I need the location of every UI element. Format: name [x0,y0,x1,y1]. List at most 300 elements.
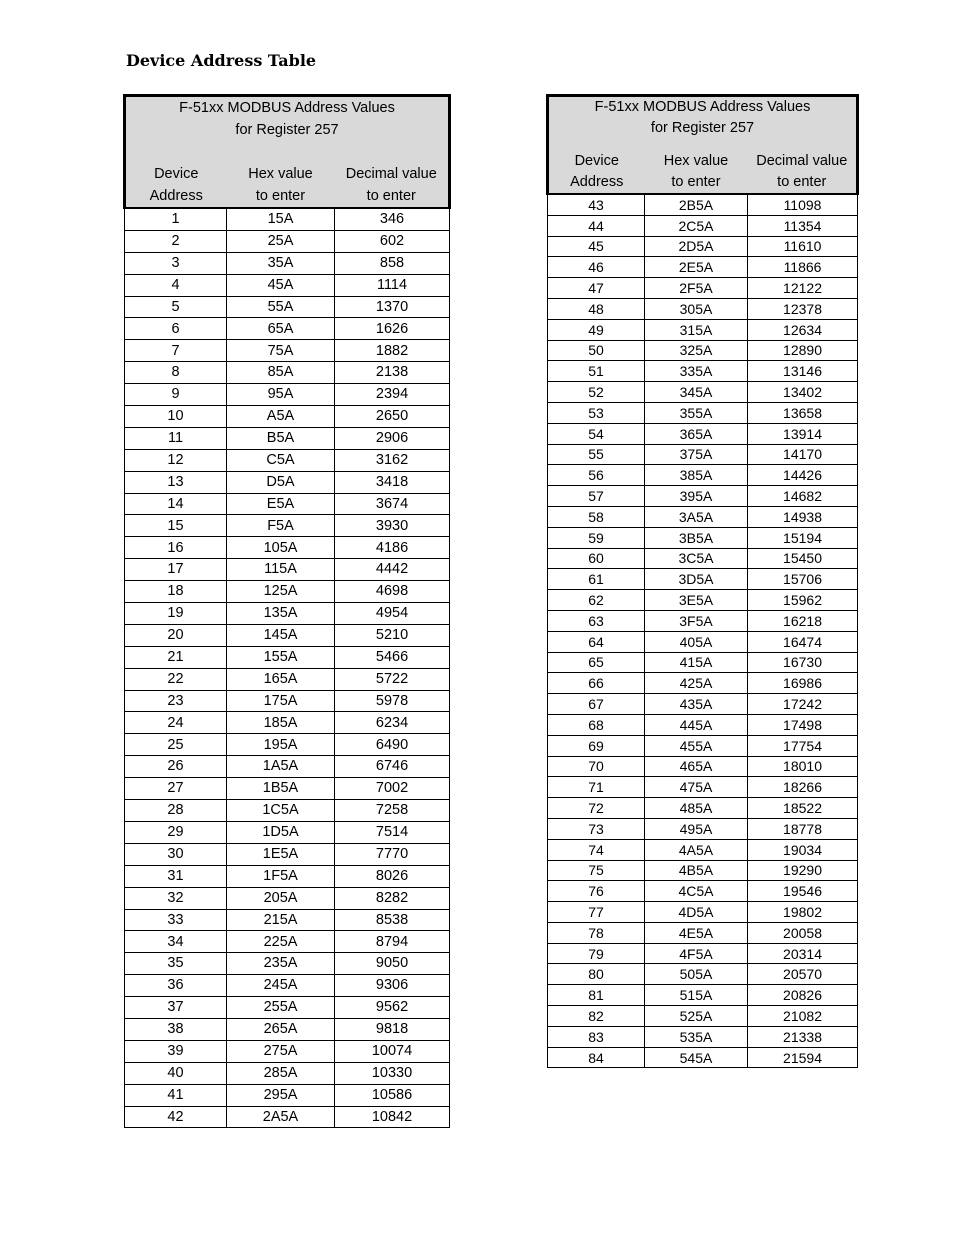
table-row [125,1040,450,1062]
hex-value-cell: 525A [645,1006,748,1027]
decimal-value-cell: 2906 [335,427,450,449]
hex-value-cell: 305A [645,298,748,319]
decimal-value-cell: 7258 [335,800,450,822]
device-address-cell: 37 [125,997,227,1019]
page-title: Device Address Table [126,51,317,70]
decimal-value-cell: 12634 [748,319,858,340]
decimal-value-cell: 8282 [335,887,450,909]
table-row [548,319,858,340]
table-row [125,384,450,406]
decimal-value-cell: 19546 [748,881,858,902]
hex-value-cell: 315A [645,319,748,340]
device-address-cell: 62 [548,590,645,611]
device-address-cell: 65 [548,652,645,673]
device-address-cell: 54 [548,423,645,444]
col-header-device: Device [548,151,645,172]
decimal-value-cell: 3418 [335,471,450,493]
device-address-cell: 41 [125,1084,227,1106]
table-row [548,215,858,236]
decimal-value-cell: 346 [335,208,450,230]
decimal-value-cell: 12890 [748,340,858,361]
hex-value-cell: 535A [645,1026,748,1047]
decimal-value-cell: 7514 [335,821,450,843]
hex-value-cell: 285A [227,1062,335,1084]
table-row [548,361,858,382]
hex-value-cell: 225A [227,931,335,953]
table-body [548,194,858,1068]
decimal-value-cell: 14170 [748,444,858,465]
hex-value-cell: 385A [645,465,748,486]
hex-value-cell: 475A [645,777,748,798]
device-address-cell: 51 [548,361,645,382]
hex-value-cell: 25A [227,230,335,252]
decimal-value-cell: 5722 [335,668,450,690]
hex-value-cell: 105A [227,537,335,559]
device-address-cell: 22 [125,668,227,690]
device-address-cell: 39 [125,1040,227,1062]
table-row [548,798,858,819]
col-header-device: Device [125,163,227,185]
table-row [125,296,450,318]
decimal-value-cell: 13146 [748,361,858,382]
device-address-cell: 55 [548,444,645,465]
device-address-cell: 18 [125,581,227,603]
device-address-cell: 71 [548,777,645,798]
hex-value-cell: 375A [645,444,748,465]
hex-value-cell: 545A [645,1047,748,1068]
hex-value-cell: 3F5A [645,610,748,631]
device-address-cell: 30 [125,843,227,865]
decimal-value-cell: 11354 [748,215,858,236]
decimal-value-cell: 18010 [748,756,858,777]
table-row [548,902,858,923]
device-address-cell: 11 [125,427,227,449]
device-address-cell: 12 [125,449,227,471]
hex-value-cell: 4F5A [645,943,748,964]
decimal-value-cell: 8794 [335,931,450,953]
table-row [548,652,858,673]
device-address-cell: 60 [548,548,645,569]
hex-value-cell: 1D5A [227,821,335,843]
decimal-value-cell: 7770 [335,843,450,865]
table-row [125,668,450,690]
device-address-cell: 16 [125,537,227,559]
device-address-cell: 35 [125,953,227,975]
device-address-cell: 13 [125,471,227,493]
table-row [548,777,858,798]
col-header-device-sub: Address [548,172,645,194]
hex-value-cell: 445A [645,714,748,735]
device-address-cell: 43 [548,194,645,215]
table-row [548,506,858,527]
table-row [548,340,858,361]
decimal-value-cell: 10842 [335,1106,450,1128]
col-header-hex-sub: to enter [227,185,335,208]
hex-value-cell: 495A [645,818,748,839]
table-row [548,943,858,964]
device-address-cell: 5 [125,296,227,318]
col-header-device-sub: Address [125,185,227,208]
device-address-cell: 29 [125,821,227,843]
device-address-cell: 84 [548,1047,645,1068]
device-address-cell: 42 [125,1106,227,1128]
hex-value-cell: 205A [227,887,335,909]
decimal-value-cell: 5466 [335,646,450,668]
table-row [125,515,450,537]
hex-value-cell: 265A [227,1018,335,1040]
table-row [125,909,450,931]
table-row [548,236,858,257]
decimal-value-cell: 2394 [335,384,450,406]
decimal-value-cell: 11866 [748,257,858,278]
hex-value-cell: 3B5A [645,527,748,548]
device-address-cell: 26 [125,756,227,778]
hex-value-cell: 155A [227,646,335,668]
table-row [548,402,858,423]
device-address-cell: 15 [125,515,227,537]
hex-value-cell: 235A [227,953,335,975]
decimal-value-cell: 20570 [748,964,858,985]
table-row [548,194,858,215]
decimal-value-cell: 11098 [748,194,858,215]
hex-value-cell: 4A5A [645,839,748,860]
device-address-cell: 17 [125,559,227,581]
decimal-value-cell: 1114 [335,274,450,296]
table-row [125,646,450,668]
address-table-left [123,94,451,1128]
table-row [125,252,450,274]
table-row [125,624,450,646]
table-row [125,887,450,909]
hex-value-cell: 275A [227,1040,335,1062]
decimal-value-cell: 12122 [748,278,858,299]
decimal-value-cell: 3162 [335,449,450,471]
device-address-cell: 33 [125,909,227,931]
device-address-cell: 77 [548,902,645,923]
device-address-cell: 83 [548,1026,645,1047]
decimal-value-cell: 4186 [335,537,450,559]
hex-value-cell: 1C5A [227,800,335,822]
hex-value-cell: 95A [227,384,335,406]
decimal-value-cell: 21082 [748,1006,858,1027]
hex-value-cell: 4E5A [645,922,748,943]
device-address-cell: 7 [125,340,227,362]
table-row [548,631,858,652]
hex-value-cell: D5A [227,471,335,493]
hex-value-cell: 125A [227,581,335,603]
decimal-value-cell: 7002 [335,778,450,800]
decimal-value-cell: 10586 [335,1084,450,1106]
decimal-value-cell: 14426 [748,465,858,486]
hex-value-cell: 335A [645,361,748,382]
hex-value-cell: C5A [227,449,335,471]
table-row [548,444,858,465]
device-address-cell: 31 [125,865,227,887]
table-row [125,493,450,515]
decimal-value-cell: 14682 [748,486,858,507]
device-address-cell: 3 [125,252,227,274]
hex-value-cell: 1A5A [227,756,335,778]
hex-value-cell: 395A [645,486,748,507]
table-row [548,735,858,756]
table-row [548,569,858,590]
decimal-value-cell: 15962 [748,590,858,611]
table-row [548,756,858,777]
decimal-value-cell: 17242 [748,694,858,715]
hex-value-cell: 15A [227,208,335,230]
hex-value-cell: 115A [227,559,335,581]
table-row [548,694,858,715]
device-address-cell: 34 [125,931,227,953]
device-address-cell: 9 [125,384,227,406]
table-row [125,778,450,800]
table-row [125,953,450,975]
decimal-value-cell: 3674 [335,493,450,515]
device-address-cell: 63 [548,610,645,631]
hex-value-cell: 3C5A [645,548,748,569]
device-address-cell: 45 [548,236,645,257]
decimal-value-cell: 4442 [335,559,450,581]
hex-value-cell: F5A [227,515,335,537]
hex-value-cell: 145A [227,624,335,646]
device-address-cell: 68 [548,714,645,735]
decimal-value-cell: 17754 [748,735,858,756]
table-row [548,527,858,548]
device-address-cell: 10 [125,406,227,428]
table-row [548,278,858,299]
table-row [548,486,858,507]
col-header-decimal: Decimal value [335,163,450,185]
table-row [125,821,450,843]
hex-value-cell: 3A5A [645,506,748,527]
hex-value-cell: 485A [645,798,748,819]
decimal-value-cell: 9050 [335,953,450,975]
table-row [125,865,450,887]
col-header-decimal-sub: to enter [335,185,450,208]
device-address-cell: 79 [548,943,645,964]
device-address-cell: 74 [548,839,645,860]
table-row [125,712,450,734]
hex-value-cell: 295A [227,1084,335,1106]
decimal-value-cell: 18522 [748,798,858,819]
device-address-cell: 50 [548,340,645,361]
hex-value-cell: 455A [645,735,748,756]
table-title-line1: F-51xx MODBUS Address Values [125,96,450,120]
decimal-value-cell: 6490 [335,734,450,756]
hex-value-cell: 1B5A [227,778,335,800]
hex-value-cell: 165A [227,668,335,690]
decimal-value-cell: 4698 [335,581,450,603]
decimal-value-cell: 1626 [335,318,450,340]
device-address-cell: 19 [125,603,227,625]
decimal-value-cell: 9562 [335,997,450,1019]
decimal-value-cell: 5978 [335,690,450,712]
decimal-value-cell: 15706 [748,569,858,590]
table-row [548,1026,858,1047]
hex-value-cell: 65A [227,318,335,340]
hex-value-cell: 2E5A [645,257,748,278]
device-address-cell: 49 [548,319,645,340]
hex-value-cell: 2B5A [645,194,748,215]
table-row [548,423,858,444]
hex-value-cell: 505A [645,964,748,985]
table-row [548,1047,858,1068]
hex-value-cell: 4D5A [645,902,748,923]
decimal-value-cell: 3930 [335,515,450,537]
table-row [125,449,450,471]
table-row [548,590,858,611]
table-row [548,860,858,881]
hex-value-cell: 175A [227,690,335,712]
decimal-value-cell: 8538 [335,909,450,931]
decimal-value-cell: 1882 [335,340,450,362]
decimal-value-cell: 19034 [748,839,858,860]
table-row [548,465,858,486]
decimal-value-cell: 14938 [748,506,858,527]
decimal-value-cell: 8026 [335,865,450,887]
decimal-value-cell: 9306 [335,975,450,997]
table-row [125,537,450,559]
table-row [125,997,450,1019]
device-address-cell: 6 [125,318,227,340]
col-header-decimal: Decimal value [748,151,858,172]
table-header [548,96,858,195]
hex-value-cell: 185A [227,712,335,734]
decimal-value-cell: 602 [335,230,450,252]
device-address-cell: 64 [548,631,645,652]
table-row [125,931,450,953]
table-title-line2: for Register 257 [548,118,858,139]
decimal-value-cell: 10330 [335,1062,450,1084]
table-row [125,690,450,712]
device-address-cell: 57 [548,486,645,507]
device-address-cell: 40 [125,1062,227,1084]
decimal-value-cell: 13914 [748,423,858,444]
device-address-cell: 1 [125,208,227,230]
table-row [548,610,858,631]
table-row [125,471,450,493]
table-row [548,714,858,735]
decimal-value-cell: 11610 [748,236,858,257]
decimal-value-cell: 10074 [335,1040,450,1062]
decimal-value-cell: 6234 [335,712,450,734]
table-row [125,1062,450,1084]
table-row [125,843,450,865]
table-row [125,734,450,756]
decimal-value-cell: 13658 [748,402,858,423]
device-address-cell: 27 [125,778,227,800]
decimal-value-cell: 20058 [748,922,858,943]
hex-value-cell: 405A [645,631,748,652]
hex-value-cell: 2C5A [645,215,748,236]
device-address-cell: 2 [125,230,227,252]
decimal-value-cell: 16474 [748,631,858,652]
table-body [125,208,450,1128]
table-row [548,964,858,985]
device-address-cell: 78 [548,922,645,943]
device-address-cell: 82 [548,1006,645,1027]
decimal-value-cell: 13402 [748,382,858,403]
device-address-cell: 56 [548,465,645,486]
table-row [125,362,450,384]
table-row [548,382,858,403]
table-row [125,975,450,997]
decimal-value-cell: 21338 [748,1026,858,1047]
device-address-cell: 80 [548,964,645,985]
device-address-cell: 28 [125,800,227,822]
hex-value-cell: 345A [645,382,748,403]
decimal-value-cell: 21594 [748,1047,858,1068]
table-row [125,230,450,252]
device-address-cell: 25 [125,734,227,756]
hex-value-cell: 1E5A [227,843,335,865]
decimal-value-cell: 18778 [748,818,858,839]
col-header-hex-sub: to enter [645,172,748,194]
table-row [125,427,450,449]
hex-value-cell: 355A [645,402,748,423]
hex-value-cell: E5A [227,493,335,515]
table-row [125,603,450,625]
decimal-value-cell: 16986 [748,673,858,694]
decimal-value-cell: 2138 [335,362,450,384]
hex-value-cell: 425A [645,673,748,694]
hex-value-cell: 195A [227,734,335,756]
device-address-cell: 36 [125,975,227,997]
table-header [125,96,450,209]
table-row [125,559,450,581]
decimal-value-cell: 5210 [335,624,450,646]
table-row [548,1006,858,1027]
device-address-cell: 75 [548,860,645,881]
decimal-value-cell: 18266 [748,777,858,798]
device-address-cell: 61 [548,569,645,590]
decimal-value-cell: 1370 [335,296,450,318]
hex-value-cell: 3D5A [645,569,748,590]
hex-value-cell: 215A [227,909,335,931]
device-address-cell: 8 [125,362,227,384]
table-row [125,340,450,362]
table-row [125,1018,450,1040]
decimal-value-cell: 19802 [748,902,858,923]
decimal-value-cell: 20826 [748,985,858,1006]
hex-value-cell: 35A [227,252,335,274]
decimal-value-cell: 15194 [748,527,858,548]
hex-value-cell: 135A [227,603,335,625]
table-row [548,673,858,694]
decimal-value-cell: 16730 [748,652,858,673]
device-address-cell: 66 [548,673,645,694]
col-header-decimal-sub: to enter [748,172,858,194]
hex-value-cell: B5A [227,427,335,449]
hex-value-cell: A5A [227,406,335,428]
device-address-cell: 44 [548,215,645,236]
device-address-cell: 46 [548,257,645,278]
table-title-line1: F-51xx MODBUS Address Values [548,96,858,119]
hex-value-cell: 415A [645,652,748,673]
hex-value-cell: 465A [645,756,748,777]
device-address-cell: 70 [548,756,645,777]
hex-value-cell: 365A [645,423,748,444]
table-row [125,1106,450,1128]
hex-value-cell: 1F5A [227,865,335,887]
table-row [548,818,858,839]
table-row [125,756,450,778]
device-address-cell: 24 [125,712,227,734]
decimal-value-cell: 2650 [335,406,450,428]
hex-value-cell: 2D5A [645,236,748,257]
device-address-cell: 32 [125,887,227,909]
device-address-cell: 58 [548,506,645,527]
